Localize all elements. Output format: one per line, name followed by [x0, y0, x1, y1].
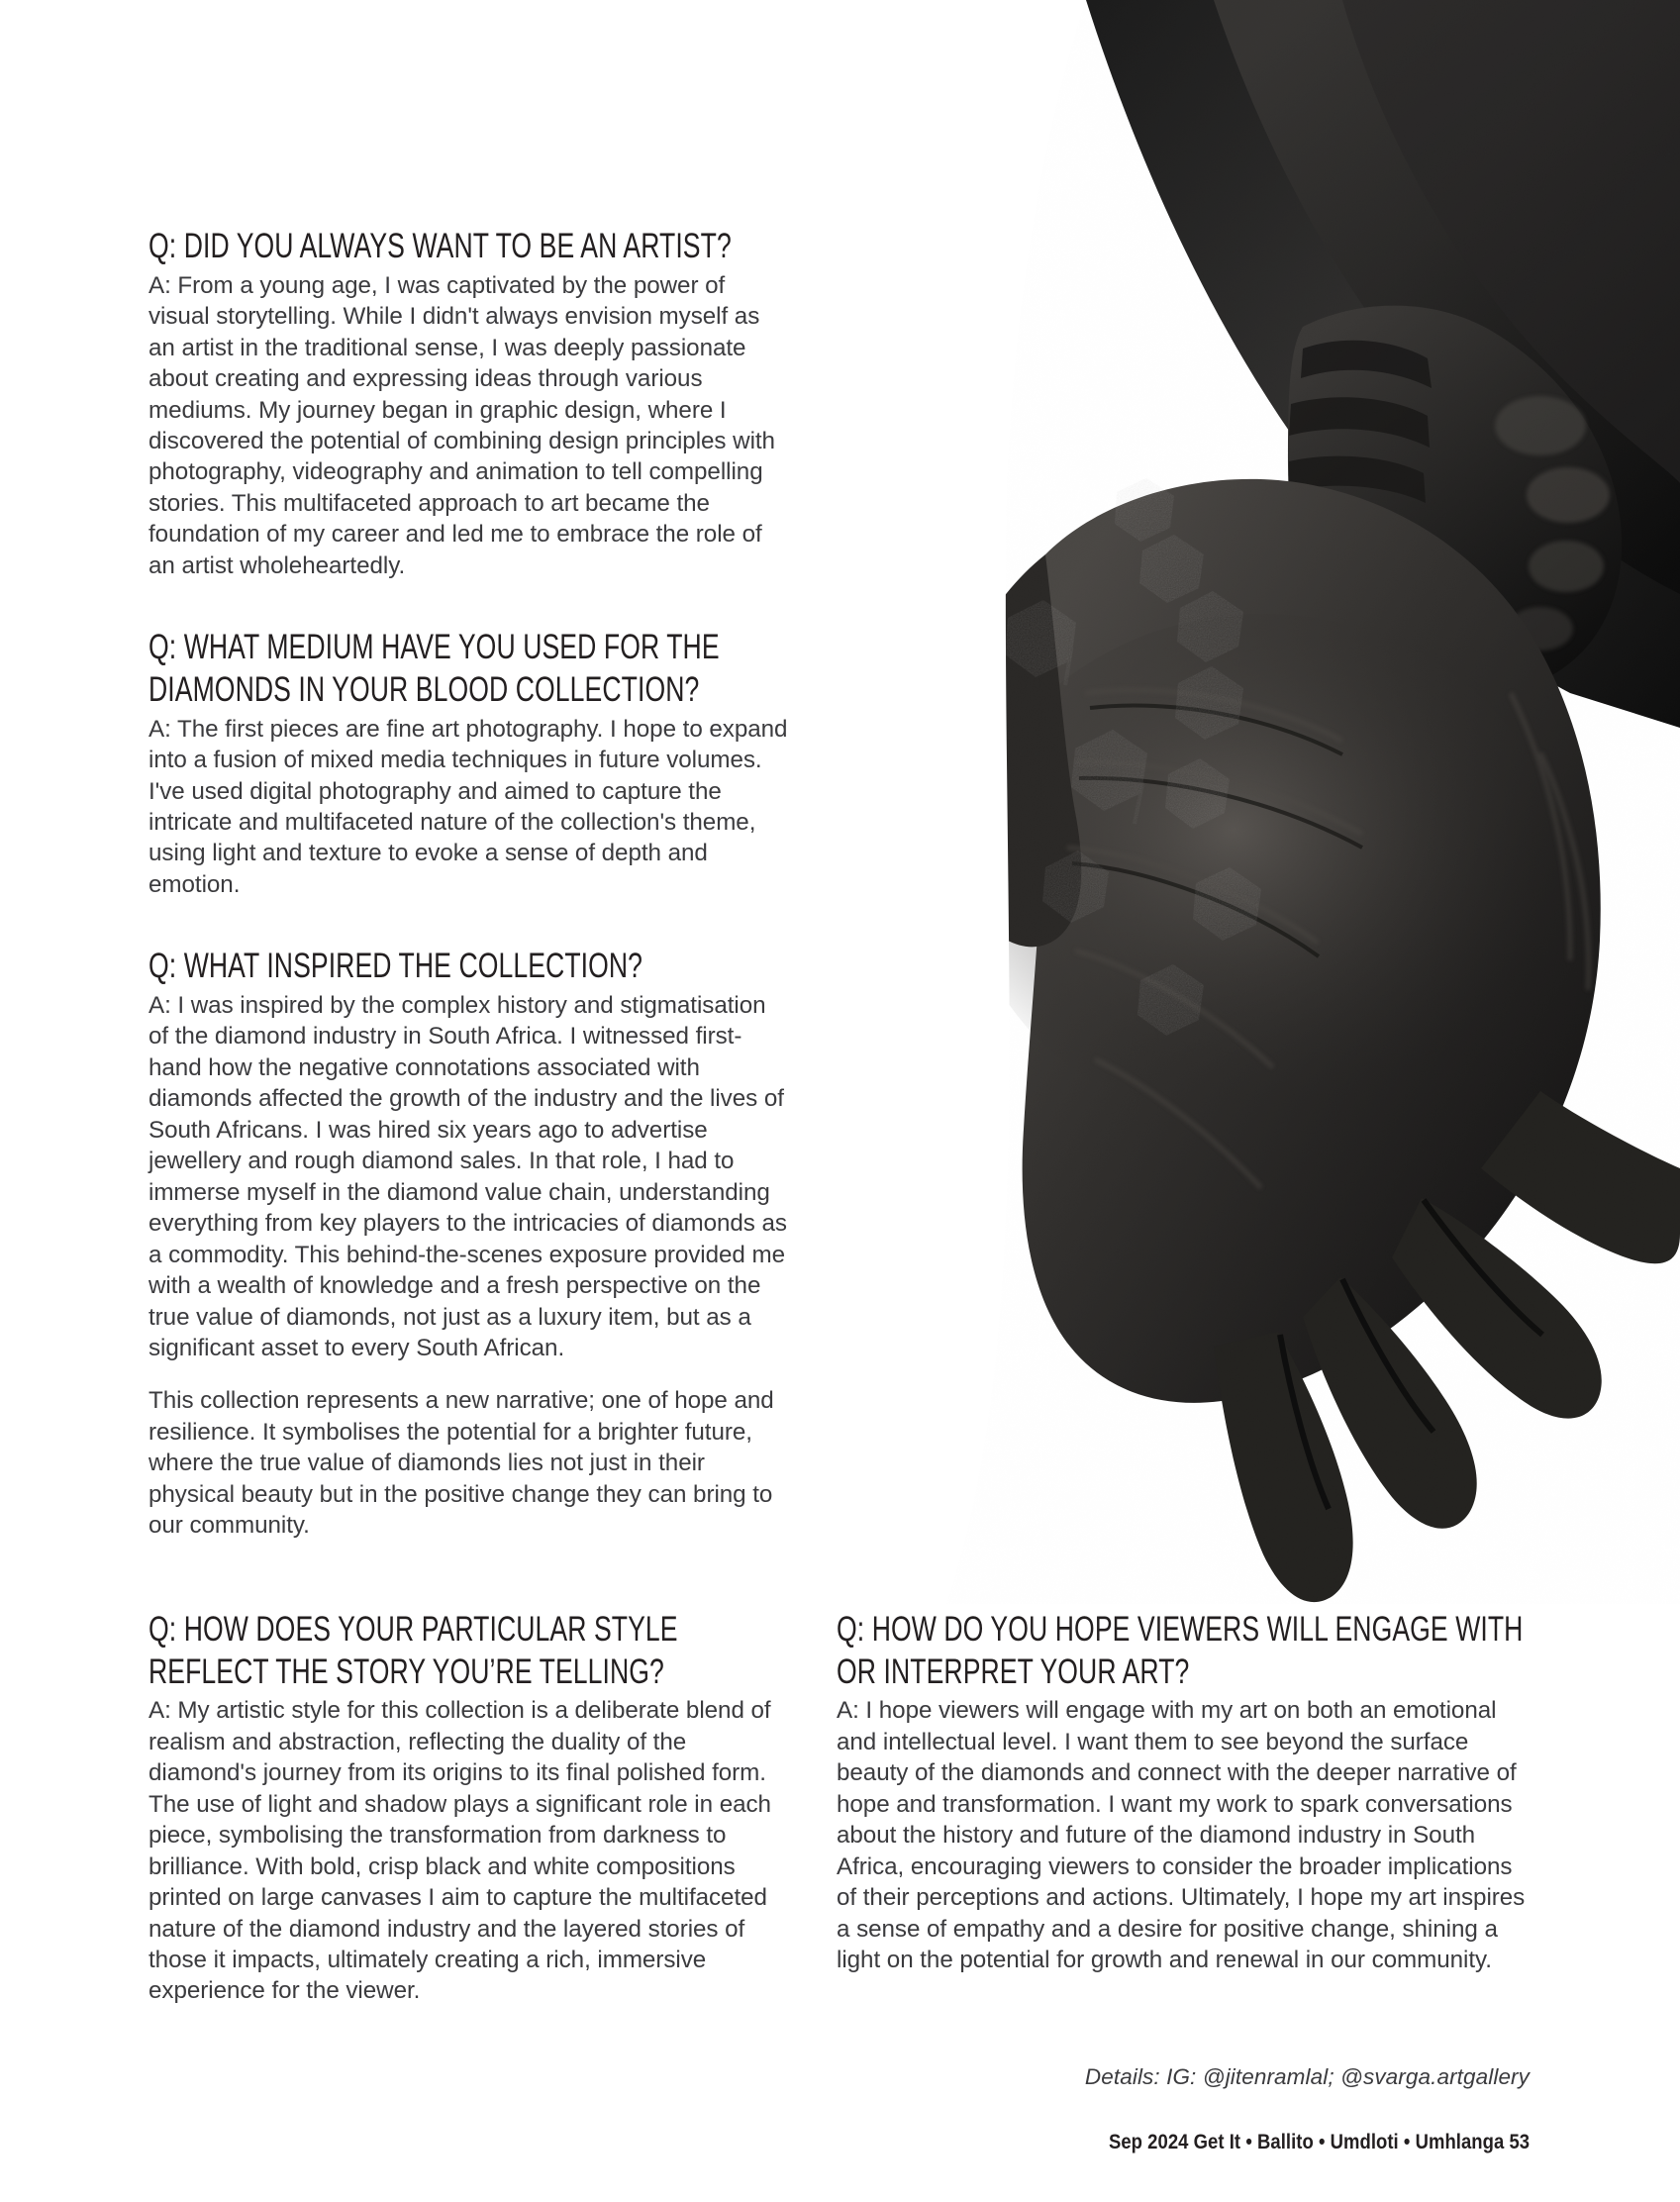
question-heading: Q: HOW DO YOU HOPE VIEWERS WILL ENGAGE WITH OR INTERPRET YOUR ART?: [837, 1610, 1524, 1691]
answer-paragraph: A: I hope viewers will engage with my art on both an emotional and intellectual level. I want them to see beyond the surface beauty of the diamonds and connect with the deeper narrative of hope and transformation. I want my work to spark conversations about the history and future of the diamond industry in South Africa, encouraging viewers to consider the broader implications of their perceptions and actions. Ultimately, I hope my art inspires a sense of empathy and a desire for positive change, shining a light on the potential for growth and renewal in our community.: [837, 1697, 1526, 1973]
answer-paragraph: A: From a young age, I was captivated by the power of visual storytelling. While I didn't always envision myself as an artist in the traditional sense, I was deeply passionate about creating and expressing ideas through various mediums. My journey began in graphic design, where I discovered the potential of combining design principles with photography, videography and animation to tell compelling stories. This multifaceted approach to art became the foundation of my career and led me to embrace the role of an artist wholeheartedly.: [148, 271, 775, 579]
qa-block: [148, 226, 792, 581]
bottom-left-column: [148, 1609, 782, 2007]
photo-artwork: [748, 0, 1680, 1604]
answer-paragraph: A: My artistic style for this collection is a deliberate blend of realism and abstraction, reflecting the duality of the diamond's journey from its origins to its final polished form. The use of light and shadow plays a significant role in each piece, symbolising the transformation from darkness to brilliance. With bold, crisp black and white compositions printed on large canvases I aim to capture the multifaceted nature of the diamond industry and the layered stories of those it impacts, ultimately creating a rich, immersive experience for the viewer.: [148, 1697, 771, 2005]
qa-block: [148, 946, 792, 1541]
left-column: [148, 226, 792, 1542]
answer-paragraph: This collection represents a new narrative; one of hope and resilience. It symbolises the potential for a brighter future, where the true value of diamonds lies not just in their physical beauty but in the positive change they can bring to our community.: [148, 1387, 774, 1540]
question-heading: Q: WHAT MEDIUM HAVE YOU USED FOR THE DIAMONDS IN YOUR BLOOD COLLECTION?: [148, 628, 720, 709]
hands-with-diamonds-photo: [748, 0, 1680, 1604]
artist-contact-details: Details: IG: @jitenramlal; @svarga.artgallery: [1084, 2064, 1530, 2089]
question-heading: Q: HOW DOES YOUR PARTICULAR STYLE REFLECT THE STORY YOU’RE TELLING?: [148, 1610, 678, 1691]
question-heading: Q: WHAT INSPIRED THE COLLECTION?: [148, 947, 643, 986]
answer-paragraph: A: I was inspired by the complex history and stigmatisation of the diamond industry in South Africa. I witnessed first-hand how the negative connotations associated with diamonds affected the growth of the industry and the lives of South Africans. I was hired six years ago to advertise jewellery and rough diamond sales. In that role, I had to immerse myself in the diamond value chain, understanding everything from key players to the intricacies of diamonds as a commodity. This behind-the-scenes exposure provided me with a wealth of knowledge and a fresh perspective on the true value of diamonds, not just as a luxury item, but as a significant asset to every South African.: [148, 992, 787, 1361]
question-heading: Q: DID YOU ALWAYS WANT TO BE AN ARTIST?: [148, 227, 732, 265]
qa-block: [148, 627, 792, 900]
page-footer: Sep 2024 Get It • Ballito • Umdloti • Umhlanga 53: [1108, 2131, 1530, 2153]
answer-paragraph: A: The first pieces are fine art photography. I hope to expand into a fusion of mixed media techniques in future volumes. I've used digital photography and aimed to capture the intricate and multifaceted nature of the collection's theme, using light and texture to evoke a sense of depth and emotion.: [148, 715, 788, 898]
bottom-right-column: [837, 1609, 1530, 1975]
